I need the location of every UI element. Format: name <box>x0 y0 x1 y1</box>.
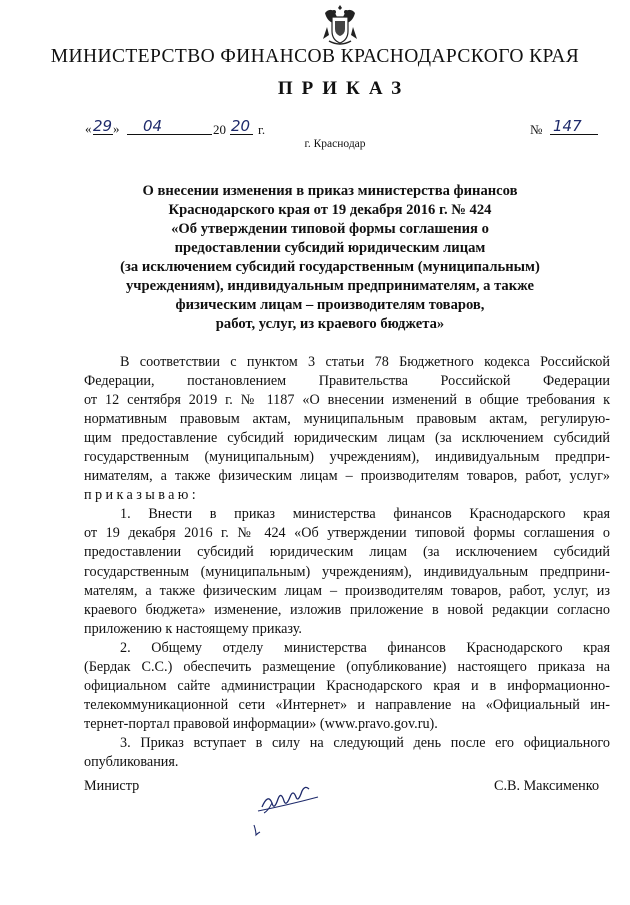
document-body <box>84 353 610 772</box>
document-type: ПРИКАЗ <box>277 78 411 99</box>
body-line: 2. Общему отделу министерства финансов Краснодарского края <box>120 639 610 656</box>
body-line: приказываю: <box>84 487 200 504</box>
body-line: нормативным правовым актам, муниципальным правовым актам, регулирую- <box>84 411 610 428</box>
body-line: от 19 декабря 2016 г. № 424 «Об утверждении типовой формы соглашения о <box>84 525 610 542</box>
body-line: тернет-портал правовой информации» (www.pravo.gov.ru). <box>84 715 438 732</box>
date-day: 29 <box>93 117 113 135</box>
title-line: «Об утверждении типовой формы соглашения о <box>171 221 489 237</box>
title-line: предоставлении субсидий юридическим лицам <box>174 240 486 256</box>
body-line: щим предоставление субсидий юридическим лицам (за исключением субсидий <box>84 430 610 447</box>
date-quote-close: » <box>113 121 120 136</box>
title-line: работ, услуг, из краевого бюджета» <box>215 316 445 332</box>
number-underline <box>550 134 598 135</box>
body-line: Федерации, постановлением Правительства Российской Федерации <box>84 373 610 390</box>
body-line: В соответствии с пунктом 3 статьи 78 Бюджетного кодекса Российской <box>120 354 610 370</box>
signatory-position: Министр <box>84 778 140 794</box>
body-line: телекоммуникационной сети «Интернет» и направление на «Официальный ин- <box>84 696 610 713</box>
date-month: 04 <box>143 117 163 135</box>
title-line: О внесении изменения в приказ министерства финансов <box>142 183 518 199</box>
body-line: краевого бюджета» изменение, изложив приложение в новой редакции согласно <box>84 601 610 618</box>
body-line: 3. Приказ вступает в силу на следующий день после его официального <box>120 734 610 751</box>
body-line: официальном сайте администрации Краснодарского края и в информационно- <box>84 677 610 694</box>
date-year-suffix: г. <box>258 122 266 137</box>
date-year-digits: 20 <box>231 117 251 135</box>
day-underline <box>93 134 113 135</box>
body-line: нимателям, а также физическим лицам – производителям товаров, работ, услуг» <box>84 468 610 485</box>
order-date <box>85 118 285 140</box>
date-year-prefix: 20 <box>213 122 226 137</box>
month-underline <box>127 134 212 135</box>
body-line: от 12 сентября 2019 г. № 1187 «О внесении изменений в общие требования к <box>84 392 610 409</box>
body-line: государственным (муниципальным) учреждениям), индивидуальным предпри- <box>84 449 610 466</box>
body-line: государственным (муниципальным) учреждениям), индивидуальным предприни- <box>84 563 610 580</box>
signatory-name: С.В. Максименко <box>494 778 600 794</box>
coat-of-arms-icon <box>319 3 361 47</box>
body-line: приложению к настоящему приказу. <box>84 620 302 637</box>
title-line: учреждениям), индивидуальным предпринимателям, а также <box>125 278 534 294</box>
number-prefix: № <box>530 122 543 137</box>
order-number <box>530 118 605 140</box>
year-underline <box>230 134 253 135</box>
body-line: предоставлении субсидий юридическим лицам (за исключением субсидий <box>84 544 610 561</box>
ministry-name: МИНИСТЕРСТВО ФИНАНСОВ КРАСНОДАРСКОГО КРАЯ <box>50 46 580 67</box>
document-title <box>95 182 565 334</box>
city: г. Краснодар <box>304 138 366 150</box>
title-line: (за исключением субсидий государственным (муниципальным) <box>120 259 540 275</box>
date-quote-open: « <box>85 121 92 136</box>
body-line: мателям, а также физическим лицам – производителям товаров, работ, услуг, из <box>84 582 610 599</box>
body-line: 1. Внести в приказ министерства финансов Краснодарского края <box>120 506 610 523</box>
title-line: физическим лицам – производителям товаров, <box>175 297 485 313</box>
title-line: Краснодарского края от 19 декабря 2016 г. № 424 <box>168 202 492 218</box>
number-value: 147 <box>553 117 582 135</box>
body-line: опубликования. <box>84 753 179 770</box>
body-line: (Бердак С.С.) обеспечить размещение (опубликование) настоящего приказа на <box>84 658 610 675</box>
handwritten-signature-icon <box>252 777 332 837</box>
